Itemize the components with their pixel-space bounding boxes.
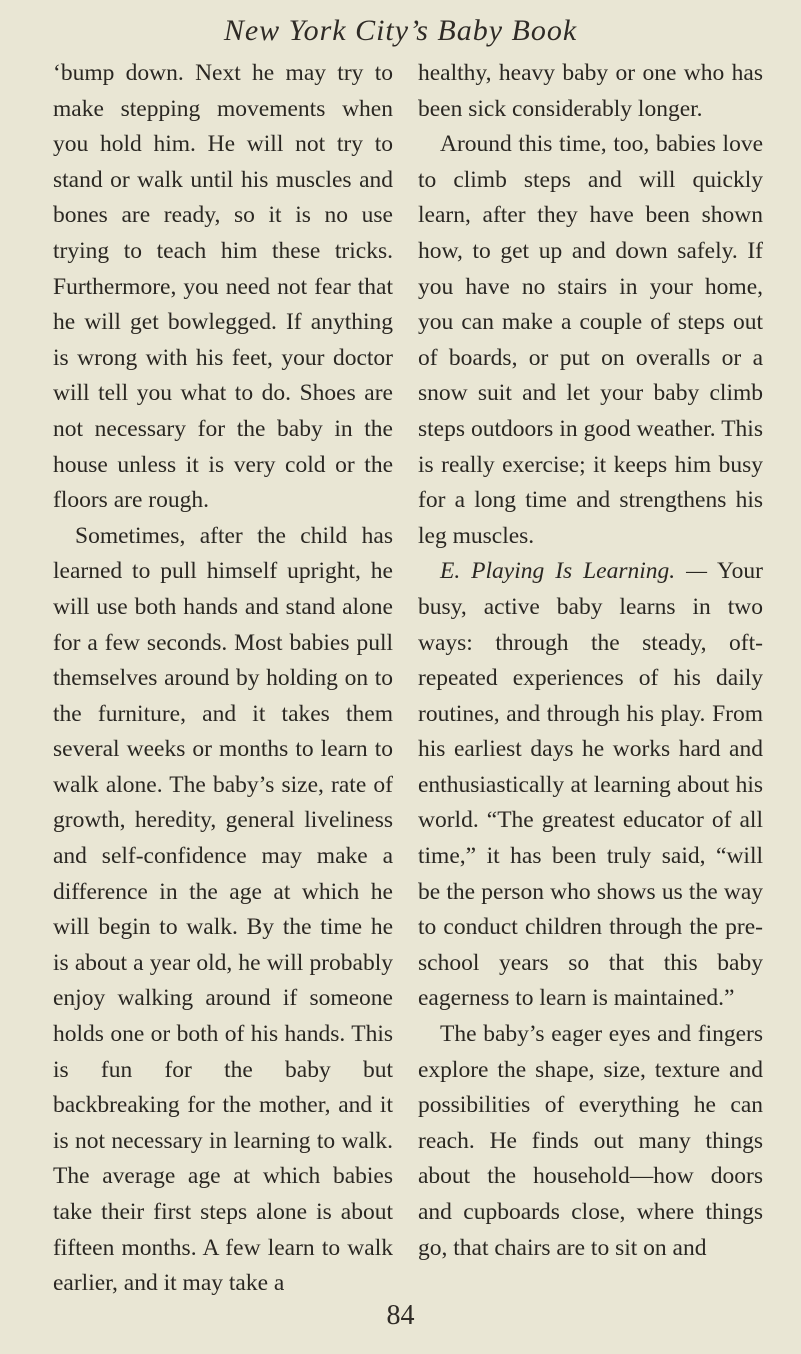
paragraph: ‘bump down. Next he may try to make stepping movements when you hold him. He will not try to stand or walk until his muscles and bones are ready, so it is no use trying to teach him these tricks. Furthermore, you need not fear that he will get bowlegged. If anything is wrong with his feet, your doctor will tell you what to do. Shoes are not necessary for the baby in the house unless it is very cold or the floors are rough. <box>53 60 393 514</box>
paragraph: The baby’s eager eyes and fingers explore the shape, size, texture and possibilities of everything he can reach. He finds out many things about the household—how doors and cupboards close, where things go, that chairs are to sit on and <box>418 1021 763 1261</box>
page-number: 84 <box>386 1300 415 1331</box>
paragraph: Sometimes, after the child has learned to pull himself upright, he will use both hands and stand alone for a few seconds. Most babies pull themselves around by holding on to the furniture, and it takes them several weeks or months to learn to walk alone. The baby’s size, rate of growth, heredity, general liveliness and self-confidence may make a difference in the age at which he will begin to walk. By the time he is about a year old, he will probably enjoy walking around if someone holds one or both of his hands. This is fun for the baby but backbreaking for the mother, and it is not necessary in learning to walk. The average age at which babies take their first steps alone is about fifteen months. A few learn to walk earlier, and it may take a <box>53 522 393 1297</box>
paragraph <box>418 554 763 1017</box>
paragraph: healthy, heavy baby or one who has been sick considerably longer. <box>418 60 763 122</box>
section-text: Your busy, active baby learns in two ways: through the steady, oft-repeated experiences of his daily routines, and through his play. From his earliest days he works hard and enthusiastically at learning about his world. “The greatest educator of all time,” it has been truly said, “will be the person who shows us the way to conduct children through the pre-school years so that this baby eagerness to learn is maintained.” <box>418 558 763 1012</box>
running-head: New York City’s Baby Book <box>223 14 578 47</box>
left-column <box>53 56 393 1302</box>
paragraph: Around this time, too, babies love to climb steps and will quickly learn, after they have been shown how, to get up and down safely. If you have no stairs in your home, you can make a couple of steps out of boards, or put on overalls or a snow suit and let your baby climb steps outdoors in good weather. This is really exercise; it keeps him busy for a long time and strengthens his leg muscles. <box>418 131 763 549</box>
right-column <box>418 56 763 1266</box>
section-heading: E. Playing Is Learning. — <box>440 558 707 585</box>
